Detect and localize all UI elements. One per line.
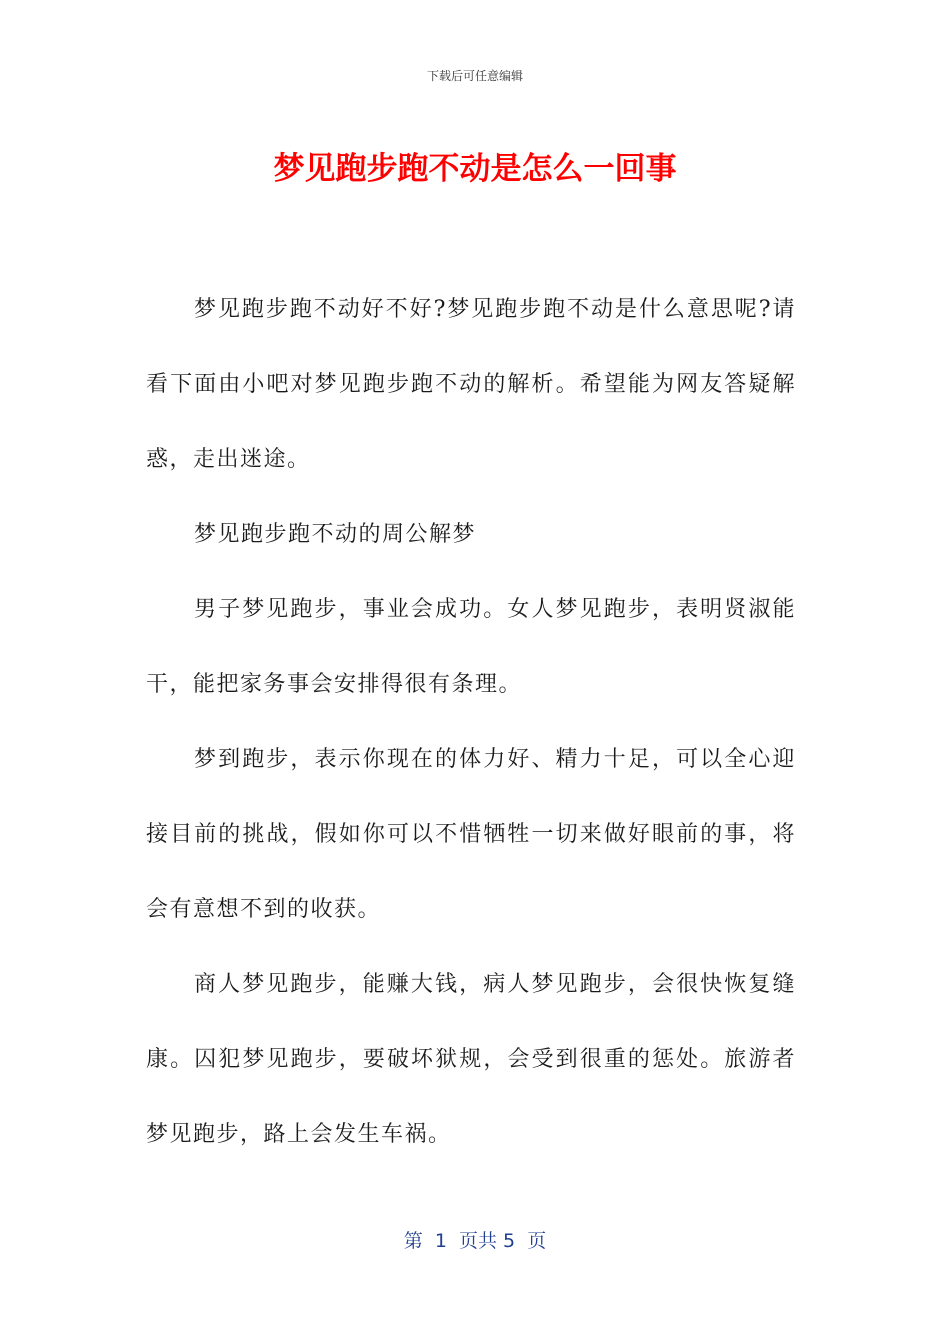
document-body	[146, 272, 796, 1172]
paragraph-intro: 梦见跑步跑不动好不好?梦见跑步跑不动是什么意思呢?请看下面由小吧对梦见跑步跑不动的解析。希望能为网友答疑解惑，走出迷途。	[146, 297, 796, 472]
paragraph-professions: 商人梦见跑步，能赚大钱，病人梦见跑步，会很快恢复缝康。囚犯梦见跑步，要破坏狱规，会受到很重的惩处。旅游者梦见跑步，路上会发生车祸。	[146, 972, 796, 1147]
paragraph-men-women: 男子梦见跑步，事业会成功。女人梦见跑步，表明贤淑能干，能把家务事会安排得很有条理。	[146, 597, 796, 697]
header-note: 下载后可任意编辑	[426, 69, 523, 83]
paragraph-energy: 梦到跑步，表示你现在的体力好、精力十足，可以全心迎接目前的挑战，假如你可以不惜牺牲一切来做好眼前的事，将会有意想不到的收获。	[146, 747, 796, 922]
document-title: 梦见跑步跑不动是怎么一回事	[273, 151, 677, 187]
page-footer: 第 1 页共 5 页	[403, 1230, 547, 1252]
paragraph-heading: 梦见跑步跑不动的周公解梦	[194, 522, 477, 547]
